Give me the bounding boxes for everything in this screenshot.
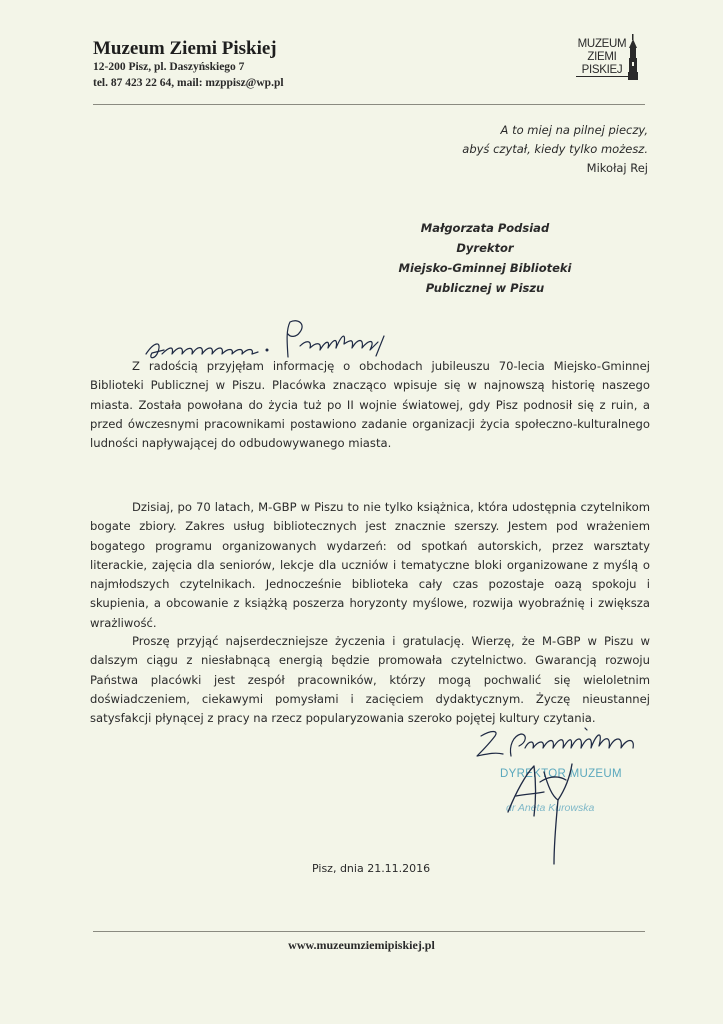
museum-logo: [576, 34, 642, 84]
body-paragraph-3: [90, 632, 650, 728]
motto-line-2: abyś czytał, kiedy tylko możesz.: [462, 142, 648, 156]
footer-divider: [93, 931, 645, 932]
motto: [462, 121, 648, 178]
institution-name: Muzeum Ziemi Piskiej: [93, 38, 277, 59]
addressee-name: Małgorzata Podsiad: [420, 221, 550, 235]
tower-icon: [626, 34, 640, 80]
logo-line-2: ZIEMI: [587, 51, 617, 63]
motto-line-1: A to miej na pilnej pieczy,: [500, 123, 648, 137]
director-signature: [500, 752, 590, 872]
addressee-title: Dyrektor: [456, 241, 514, 255]
addressee-org-line-1: Miejsko-Gminnej Biblioteki: [398, 261, 572, 275]
letter-date: Pisz, dnia 21.11.2016: [312, 862, 431, 875]
logo-line-3: PISKIEJ: [576, 64, 628, 77]
addressee-block: [380, 218, 680, 298]
addressee-org-line-2: Publicznej w Piszu: [425, 281, 545, 295]
institution-address: 12-200 Pisz, pl. Daszyńskiego 7: [93, 61, 245, 73]
header-divider: [93, 104, 645, 105]
body-paragraph-1-text: Z radością przyjęłam informację o obchodach jubileuszu 70-lecia Miejsko-Gminnej Biblioteki Publicznej w Piszu. Placówka znacząco wpisuje się w najnowszą historię naszego miasta. Została powołana do życia tuż po II wojnie światowej, gdy Pisz podnosił się z ruin, a przed ówczesnymi pracownikami postawiono zadanie organizacji życia społeczno-kulturalnego ludności napływającej do odbudowywanego miasta.: [90, 359, 650, 451]
director-stamp-title: DYREKTOR MUZEUM: [500, 768, 622, 780]
body-paragraph-2: [90, 498, 650, 633]
body-paragraph-3-text: Proszę przyjąć najserdeczniejsze życzenia i gratulację. Wierzę, że M-GBP w Piszu w dalszym ciągu z niesłabnącą energią będzie promowała czytelnictwo. Gwarancją rozwoju Państwa placówki jest zespół pracowników, którzy mogą pochwalić się wieloletnim doświadczeniem, ciekawymi pomysłami i zacięciem dydaktycznym. Życzę nieustannej satysfakcji płynącej z pracy na rzecz popularyzowania szeroko pojętej kultury czytania.: [90, 634, 650, 726]
logo-line-1: MUZEUM: [577, 38, 627, 50]
director-stamp-name: dr Aneta Kurowska: [506, 802, 595, 814]
body-paragraph-1: [90, 357, 650, 453]
footer-website: www.muzeumziemipiskiej.pl: [288, 938, 435, 952]
institution-contact: tel. 87 423 22 64, mail: mzppisz@wp.pl: [93, 77, 284, 89]
body-paragraph-2-text: Dzisiaj, po 70 latach, M-GBP w Piszu to nie tylko książnica, która udostępnia czytelnikom bogate zbiory. Zakres usług bibliotecznych jest znacznie szerszy. Jestem pod wrażeniem bogatego programu organizowanych wydarzeń: od spotkań autorskich, przez warsztaty literackie, zajęcia dla seniorów, lekcje dla uczniów i tematyczne bloki organizowane z myślą o najmłodszych czytelnikach. Jednocześnie biblioteka cały czas pozostaje oazą spokoju i skupienia, a obcowanie z książką poszerza horyzonty myślowe, rozwija wyobraźnię i zwiększa wrażliwość.: [90, 500, 650, 630]
motto-author: Mikołaj Rej: [586, 161, 648, 175]
